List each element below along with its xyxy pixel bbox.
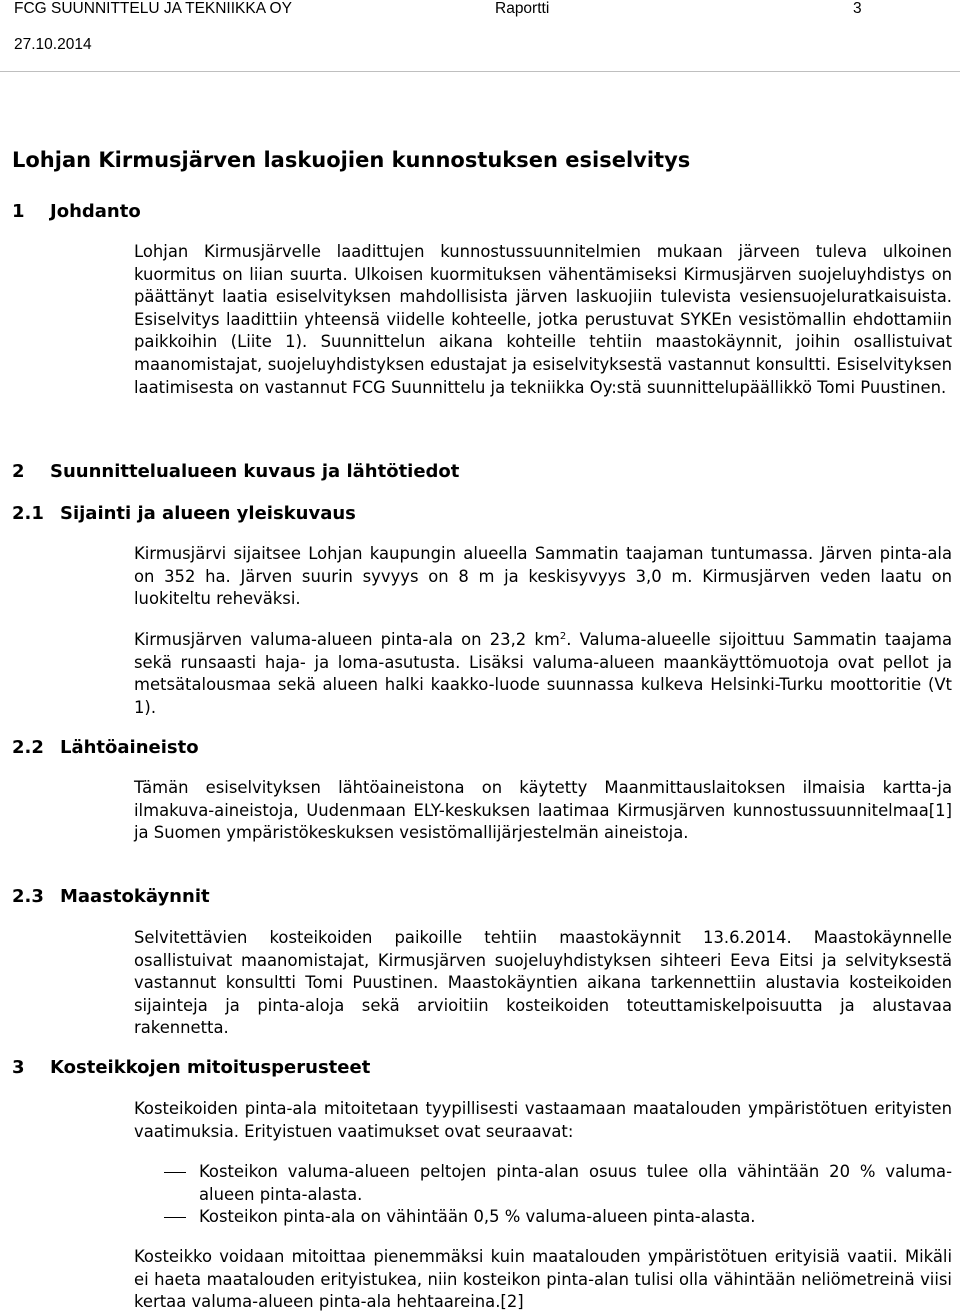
page-title: Lohjan Kirmusjärven laskuojien kunnostuksen esiselvitys (12, 148, 691, 172)
header-page-number: 3 (853, 0, 862, 17)
section-2-1-paragraph-2-end: . Valuma-alueelle sijoittuu Sammatin taajama sekä runsaasti haja- ja loma-asutusta. Lisäksi valuma-alueen maankäyttömuotoja ovat pellot ja metsätalousmaa sekä alueen halki kaakko-luode suunnassa kulkeva Helsinki-Turku moottoritie (Vt 1). (134, 630, 952, 717)
header-doc-type: Raportti (495, 0, 550, 17)
section-2-1-number: 2.1 (12, 503, 44, 524)
section-2-1-paragraph-1: Kirmusjärvi sijaitsee Lohjan kaupungin alueella Sammatin taajaman tuntumassa. Järven pinta-ala on 352 ha. Järven suurin syvyys on 8 m ja keskisyvyys 3,0 m. Kirmusjärven veden laatu on luokiteltu reheväksi. (134, 544, 952, 609)
section-2-1-paragraph-2 (134, 629, 952, 719)
area-unit-superscript: 2 (559, 631, 567, 642)
section-2-number: 2 (12, 461, 25, 482)
section-3-paragraph-1: Kosteikoiden pinta-ala mitoitetaan tyypillisesti vastaamaan maatalouden ympäristötuen erityisten vaatimuksia. Erityistuen vaatimukset ovat seuraavat: (134, 1099, 952, 1141)
section-2-1-heading (12, 502, 356, 526)
section-1-paragraph: Lohjan Kirmusjärvelle laadittujen kunnostussuunnitelmien mukaan järveen tuleva ulkoinen kuormitus on liian suurta. Ulkoisen kuormituksen vähentämiseksi Kirmusjärven suojeluyhdistys on päättänyt laatia esiselvityksen mahdollisista järven laskuojiin tulevista vesiensuojeluratkaisuista. Esiselvitys laadittiin yhteensä viidelle kohteelle, jotka perustuvat SYKEn vesistömallin ehdottamiin paikkoihin (Liite 1). Suunnittelun aikana kohteille tehtiin maastokäynnit, joihin osallistuivat maanomistajat, suojeluyhdistyksen edustajat ja esiselvityksestä vastannut konsultti. Esiselvityksen laatimisesta on vastannut FCG Suunnittelu ja tekniikka Oy:stä suunnittelupäällikkö Tomi Puustinen. (134, 242, 952, 397)
section-2-2-number: 2.2 (12, 737, 44, 758)
section-2-3-number: 2.3 (12, 886, 44, 907)
section-2-3-paragraph: Selvitettävien kosteikoiden paikoille tehtiin maastokäynnit 13.6.2014. Maastokäynnelle osallistuivat maanomistajat, Kirmusjärven suojeluyhdistyksen sihteeri Eeva Eitsi ja selvityksestä vastannut konsultti Tomi Puustinen. Maastokäyntien aikana tarkennettiin alustavia kosteikoiden sijainteja ja pinta-aloja sekä arvioitiin kosteikoiden toteuttamiskelpoisuutta ja alustavaa rakennetta. (134, 928, 952, 1038)
section-2-title: Suunnittelualueen kuvaus ja lähtötiedot (50, 461, 460, 482)
section-3-number: 3 (12, 1057, 25, 1078)
section-2-1-paragraph-2-start: Kirmusjärven valuma-alueen pinta-ala on 23,2 km (134, 630, 560, 649)
list-item-text: Kosteikon valuma-alueen peltojen pinta-alan osuus tulee olla vähintään 20 % valuma-alueen pinta-alasta. (199, 1162, 952, 1204)
header-divider (0, 71, 960, 72)
section-2-2-paragraph: Tämän esiselvityksen lähtöaineistona on käytetty Maanmittauslaitoksen ilmaisia kartta-ja ilmakuva-aineistoja, Uudenmaan ELY-keskuksen laatimaa Kirmusjärven kunnostussuunnitelmaa[1] ja Suomen ympäristökeskuksen vesistömallijärjestelmän aineistoja. (134, 778, 952, 843)
list-item (134, 1161, 952, 1206)
section-1-title: Johdanto (50, 201, 141, 222)
section-2-3-title: Maastokäynnit (60, 886, 210, 907)
section-3-heading (12, 1056, 370, 1080)
section-1-number: 1 (12, 201, 25, 222)
section-3-paragraph-2: Kosteikko voidaan mitoittaa pienemmäksi kuin maatalouden ympäristötuen erityisiä vaatii. Mikäli ei haeta maatalouden erityistukea, niin kosteikon pinta-alan tulisi olla vähintään neliömetreinä viisi kertaa valuma-alueen pinta-ala hehtaareina.[2] (134, 1247, 952, 1312)
section-2-1-title: Sijainti ja alueen yleiskuvaus (60, 503, 356, 524)
section-2-3-heading (12, 885, 210, 909)
list-item-text: Kosteikon pinta-ala on vähintään 0,5 % valuma-alueen pinta-alasta. (199, 1207, 756, 1227)
section-2-2-heading (12, 736, 199, 760)
header-date: 27.10.2014 (14, 36, 92, 53)
section-3-title: Kosteikkojen mitoitusperusteet (50, 1057, 371, 1078)
header-company: FCG SUUNNITTELU JA TEKNIIKKA OY (14, 0, 292, 17)
section-2-heading (12, 460, 459, 484)
list-item (134, 1206, 952, 1229)
section-1-heading (12, 200, 141, 224)
section-2-2-title: Lähtöaineisto (60, 737, 199, 758)
requirements-list (134, 1161, 952, 1229)
dash-bullet-icon (164, 1172, 186, 1173)
dash-bullet-icon (164, 1217, 186, 1218)
